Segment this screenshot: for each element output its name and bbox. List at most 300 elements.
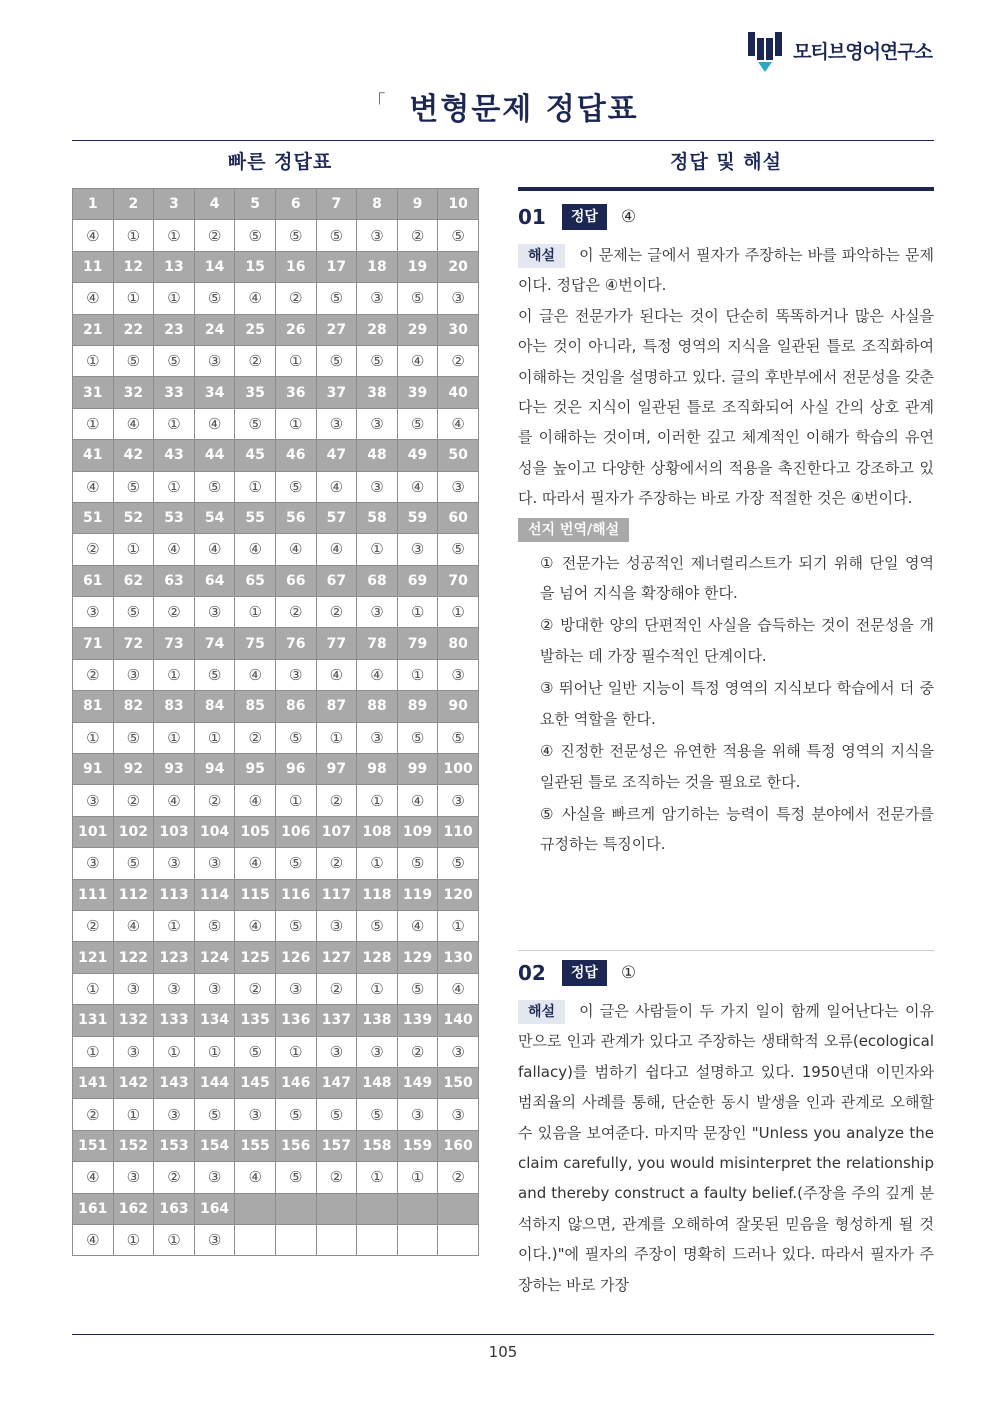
question-number-cell: 158 [357, 1130, 398, 1161]
answer-cell: ③ [357, 722, 398, 753]
question-number-cell: 93 [154, 754, 195, 785]
answer-cell: ⑤ [194, 659, 235, 690]
answer-cell: ⑤ [235, 1036, 276, 1067]
answer-value: ① [620, 962, 637, 983]
question-number-row [73, 1193, 479, 1224]
answer-cell: ⑤ [316, 345, 357, 376]
answer-cell: ④ [194, 534, 235, 565]
answer-cell: ④ [73, 1224, 114, 1255]
explanation-text: 이 문제는 글에서 필자가 주장하는 바를 파악하는 문제이다. 정답은 ④번이다. [518, 246, 934, 295]
option-4: ④ 진정한 전문성은 유연한 적용을 위해 특정 영역의 지식을 일관된 틀로 조직하는 것을 필요로 한다. [540, 742, 934, 791]
question-number-cell: 26 [275, 314, 316, 345]
answer-row [73, 1099, 479, 1130]
answer-cell: ③ [316, 408, 357, 439]
question-number-cell: 103 [154, 816, 195, 847]
question-number-cell: 94 [194, 754, 235, 785]
answer-row [73, 659, 479, 690]
question-number-cell: 112 [113, 879, 154, 910]
question-number-cell: 54 [194, 502, 235, 533]
question-number-cell: 65 [235, 565, 276, 596]
question-number-cell: 61 [73, 565, 114, 596]
question-number-cell: 100 [438, 754, 479, 785]
answer-cell: ⑤ [357, 910, 398, 941]
answer-cell: ① [194, 1036, 235, 1067]
header-divider [72, 140, 934, 141]
answer-cell: ⑤ [438, 848, 479, 879]
answer-cell: ⑤ [275, 471, 316, 502]
answer-cell: ① [235, 597, 276, 628]
question-number-row [73, 628, 479, 659]
question-number-cell: 141 [73, 1067, 114, 1098]
question-number-row [73, 377, 479, 408]
answer-cell [316, 1224, 357, 1255]
answer-cell: ② [73, 910, 114, 941]
answer-cell: ② [194, 220, 235, 251]
question-number-cell: 110 [438, 816, 479, 847]
question-number-cell [316, 1193, 357, 1224]
page-number: 105 [488, 1343, 518, 1361]
answer-cell: ② [235, 345, 276, 376]
question-number-cell: 146 [275, 1067, 316, 1098]
question-number-cell: 2 [113, 189, 154, 220]
answer-cell: ① [73, 973, 114, 1004]
answer-cell: ④ [73, 471, 114, 502]
answer-cell: ③ [438, 471, 479, 502]
answer-cell: ⑤ [275, 1099, 316, 1130]
question-number-cell: 5 [235, 189, 276, 220]
answer-cell: ④ [154, 534, 195, 565]
question-number-cell: 148 [357, 1067, 398, 1098]
answer-cell: ① [73, 408, 114, 439]
answer-cell: ② [397, 1036, 438, 1067]
question-number-cell: 1 [73, 189, 114, 220]
question-number-cell: 14 [194, 251, 235, 282]
question-number-row [73, 251, 479, 282]
explanation-tag: 해설 [518, 244, 565, 268]
question-number-cell: 139 [397, 1005, 438, 1036]
answer-cell [397, 1224, 438, 1255]
answer-cell: ③ [154, 1099, 195, 1130]
answer-cell: ⑤ [113, 722, 154, 753]
question-number-cell: 39 [397, 377, 438, 408]
question-number-cell: 136 [275, 1005, 316, 1036]
question-number-cell: 69 [397, 565, 438, 596]
question-number-cell: 57 [316, 502, 357, 533]
answer-cell: ⑤ [275, 848, 316, 879]
question-number-cell: 87 [316, 691, 357, 722]
question-number-cell: 83 [154, 691, 195, 722]
question-number-cell: 133 [154, 1005, 195, 1036]
question-number-cell: 142 [113, 1067, 154, 1098]
question-number-cell: 12 [113, 251, 154, 282]
answer-cell: ④ [73, 283, 114, 314]
answer-cell: ① [194, 722, 235, 753]
quick-answer-heading: 빠른 정답표 [227, 151, 333, 173]
title-bracket: 「 [367, 92, 388, 113]
answer-cell: ① [438, 597, 479, 628]
answer-cell: ③ [397, 534, 438, 565]
brand-logo [747, 28, 932, 72]
answer-cell: ⑤ [397, 283, 438, 314]
answer-cell: ② [235, 973, 276, 1004]
answer-cell: ④ [316, 471, 357, 502]
answer-cell: ① [357, 973, 398, 1004]
answer-cell: ④ [316, 534, 357, 565]
question-number-cell: 118 [357, 879, 398, 910]
question-number-cell: 127 [316, 942, 357, 973]
question-01-block [518, 200, 934, 862]
answer-cell: ④ [113, 910, 154, 941]
answer-cell: ① [275, 785, 316, 816]
question-number-cell: 90 [438, 691, 479, 722]
question-number-cell: 164 [194, 1193, 235, 1224]
question-number-cell: 86 [275, 691, 316, 722]
answer-row [73, 220, 479, 251]
answer-cell: ① [154, 910, 195, 941]
question-number-cell: 150 [438, 1067, 479, 1098]
question-number-cell: 102 [113, 816, 154, 847]
question-number-cell: 62 [113, 565, 154, 596]
question-number-row [73, 502, 479, 533]
question-number-cell: 132 [113, 1005, 154, 1036]
answer-cell [275, 1224, 316, 1255]
question-number-cell: 55 [235, 502, 276, 533]
question-number-cell: 42 [113, 440, 154, 471]
answer-cell: ① [397, 659, 438, 690]
answer-cell: ③ [194, 973, 235, 1004]
answer-cell: ④ [235, 1162, 276, 1193]
question-number-cell: 99 [397, 754, 438, 785]
question-number-cell: 91 [73, 754, 114, 785]
page-title [0, 84, 1006, 128]
explanation-body: 이 글은 전문가가 된다는 것이 단순히 똑똑하거나 많은 사실을 아는 것이 아니라, 특정 영역의 지식을 일관된 틀로 조직화하여 이해하는 것임을 설명하고 있다. 글의 후반부에서 전문성을 갖춘다는 것은 지식이 일관된 틀로 조직화되어 사실 간의 상호 관계를 이해하는 것이며, 이러한 깊고 체계적인 이해가 학습의 유연성을 높이고 다양한 상황에서의 적용을 촉진한다고 강조하고 있다. 따라서 필자가 주장하는 바로 가장 적절한 것은 ④번이다. [518, 306, 934, 508]
answer-row [73, 722, 479, 753]
question-01-header [518, 200, 934, 234]
answer-cell: ① [113, 1224, 154, 1255]
answer-cell: ③ [357, 220, 398, 251]
question-number-row [73, 314, 479, 345]
question-number-cell: 8 [357, 189, 398, 220]
motive-logo-icon [747, 28, 783, 72]
question-number-cell: 131 [73, 1005, 114, 1036]
answer-cell [438, 1224, 479, 1255]
question-number-row [73, 942, 479, 973]
question-number-cell: 20 [438, 251, 479, 282]
question-number-cell: 30 [438, 314, 479, 345]
question-number-cell: 111 [73, 879, 114, 910]
answer-cell: ③ [275, 659, 316, 690]
answer-cell: ④ [438, 408, 479, 439]
answer-cell: ③ [194, 597, 235, 628]
question-number-cell: 122 [113, 942, 154, 973]
question-number-cell: 71 [73, 628, 114, 659]
question-number-row [73, 565, 479, 596]
question-number-cell: 64 [194, 565, 235, 596]
answer-cell: ⑤ [113, 471, 154, 502]
question-number-cell: 113 [154, 879, 195, 910]
answer-cell: ⑤ [397, 408, 438, 439]
question-number-row [73, 189, 479, 220]
question-number-row [73, 691, 479, 722]
question-number-cell: 119 [397, 879, 438, 910]
answer-cell: ① [154, 283, 195, 314]
question-number-cell: 47 [316, 440, 357, 471]
answer-cell: ② [73, 659, 114, 690]
question-number-cell: 74 [194, 628, 235, 659]
question-number-cell: 160 [438, 1130, 479, 1161]
answer-cell: ③ [113, 1162, 154, 1193]
answer-cell: ① [154, 1224, 195, 1255]
answer-cell: ⑤ [113, 848, 154, 879]
answer-cell: ① [275, 1036, 316, 1067]
question-number-row [73, 1130, 479, 1161]
question-number-cell: 128 [357, 942, 398, 973]
answer-cell: ① [357, 848, 398, 879]
answer-cell: ⑤ [438, 534, 479, 565]
answer-cell: ⑤ [438, 722, 479, 753]
question-number-cell: 151 [73, 1130, 114, 1161]
question-number-cell [235, 1193, 276, 1224]
question-number-cell: 63 [154, 565, 195, 596]
answer-cell: ④ [194, 408, 235, 439]
question-number-cell [397, 1193, 438, 1224]
explanation-text: 이 글은 사람들이 두 가지 일이 함께 일어난다는 이유만으로 인과 관계가 있다고 주장하는 생태학적 오류(ecological fallacy)를 범하기 쉽다고 설명하고 있다. 1950년대 이민자와 범죄율의 사례를 통해, 단순한 동시 발생을 인과 관계로 오해할 수 있음을 보여준다. 마지막 문장인 "Unless you analyze the claim carefully, you would misinterpret the relationship and thereby construct a faulty belief.(주장을 주의 깊게 분석하지 않으면, 관계를 오해하여 잘못된 믿음을 형성하게 될 것이다.)"에 필자의 주장이 명확히 드러나 있다. 따라서 필자가 주장하는 바로 가장 [518, 1002, 934, 1294]
question-number-cell: 67 [316, 565, 357, 596]
answer-cell: ⑤ [113, 597, 154, 628]
question-number-cell: 137 [316, 1005, 357, 1036]
answer-cell: ③ [275, 973, 316, 1004]
answer-cell: ④ [316, 659, 357, 690]
question-number-cell: 4 [194, 189, 235, 220]
question-number-cell: 143 [154, 1067, 195, 1098]
question-number-row [73, 879, 479, 910]
answer-cell [235, 1224, 276, 1255]
answer-cell: ③ [316, 1036, 357, 1067]
question-number-cell: 41 [73, 440, 114, 471]
question-number-cell: 19 [397, 251, 438, 282]
answer-cell: ② [275, 283, 316, 314]
question-number-cell: 155 [235, 1130, 276, 1161]
question-number-cell: 36 [275, 377, 316, 408]
footer-divider [72, 1334, 934, 1335]
answer-cell: ④ [357, 659, 398, 690]
question-number-cell: 13 [154, 251, 195, 282]
question-number-cell: 43 [154, 440, 195, 471]
answer-cell: ③ [73, 597, 114, 628]
question-number-cell: 44 [194, 440, 235, 471]
answer-cell: ⑤ [316, 220, 357, 251]
answer-cell: ① [154, 722, 195, 753]
answer-cell: ② [154, 597, 195, 628]
question-number-cell: 15 [235, 251, 276, 282]
question-number-cell: 114 [194, 879, 235, 910]
answer-row [73, 534, 479, 565]
question-number-cell: 107 [316, 816, 357, 847]
answer-cell: ① [235, 471, 276, 502]
question-number-cell: 138 [357, 1005, 398, 1036]
answer-cell: ② [438, 345, 479, 376]
answer-cell: ② [397, 220, 438, 251]
answer-cell: ③ [194, 848, 235, 879]
question-number-cell: 53 [154, 502, 195, 533]
answer-cell: ④ [397, 471, 438, 502]
question-number-cell: 85 [235, 691, 276, 722]
question-02-block [518, 956, 934, 1300]
question-number-cell: 101 [73, 816, 114, 847]
question-number-cell: 28 [357, 314, 398, 345]
question-number-cell: 10 [438, 189, 479, 220]
answer-cell: ④ [113, 408, 154, 439]
question-number-cell [357, 1193, 398, 1224]
answer-cell: ① [275, 345, 316, 376]
question-number-cell [438, 1193, 479, 1224]
answer-cell: ② [316, 848, 357, 879]
answer-cell [357, 1224, 398, 1255]
answer-cell: ⑤ [438, 220, 479, 251]
question-number-cell: 108 [357, 816, 398, 847]
question-number-cell: 81 [73, 691, 114, 722]
question-number-cell: 159 [397, 1130, 438, 1161]
question-number-cell: 73 [154, 628, 195, 659]
answer-cell: ⑤ [154, 345, 195, 376]
answer-cell: ⑤ [357, 345, 398, 376]
answer-cell: ② [73, 1099, 114, 1130]
question-number-cell: 106 [275, 816, 316, 847]
answer-cell: ⑤ [194, 471, 235, 502]
question-number-cell: 52 [113, 502, 154, 533]
answer-cell: ① [154, 220, 195, 251]
question-number-cell: 59 [397, 502, 438, 533]
question-number-cell: 60 [438, 502, 479, 533]
answer-cell: ① [357, 785, 398, 816]
question-number-cell: 153 [154, 1130, 195, 1161]
question-number-cell: 124 [194, 942, 235, 973]
question-number-cell: 22 [113, 314, 154, 345]
question-number-cell: 134 [194, 1005, 235, 1036]
explanation-paragraph [518, 996, 934, 1300]
answer-row [73, 848, 479, 879]
question-number-cell: 152 [113, 1130, 154, 1161]
answer-cell: ⑤ [275, 722, 316, 753]
question-number-cell: 50 [438, 440, 479, 471]
question-number-cell: 7 [316, 189, 357, 220]
answer-cell: ③ [73, 785, 114, 816]
answer-cell: ③ [357, 283, 398, 314]
answer-cell: ③ [235, 1099, 276, 1130]
answer-row [73, 785, 479, 816]
question-number-cell: 24 [194, 314, 235, 345]
question-number-cell: 95 [235, 754, 276, 785]
answer-cell: ⑤ [275, 910, 316, 941]
question-number-cell: 79 [397, 628, 438, 659]
answer-explanation-heading: 정답 및 해설 [670, 151, 782, 173]
question-number-cell: 109 [397, 816, 438, 847]
answer-cell: ③ [154, 973, 195, 1004]
answer-cell: ② [438, 1162, 479, 1193]
question-number-cell: 161 [73, 1193, 114, 1224]
answer-cell: ① [275, 408, 316, 439]
answer-cell: ① [357, 534, 398, 565]
question-number-cell: 80 [438, 628, 479, 659]
question-number-cell: 33 [154, 377, 195, 408]
question-number-cell: 162 [113, 1193, 154, 1224]
question-number: 01 [518, 204, 546, 229]
answer-cell: ① [154, 659, 195, 690]
answer-cell: ③ [194, 1162, 235, 1193]
quick-answer-table [72, 188, 479, 1256]
answer-cell: ① [113, 534, 154, 565]
question-number-cell: 96 [275, 754, 316, 785]
question-number-cell: 56 [275, 502, 316, 533]
answer-cell: ⑤ [397, 848, 438, 879]
answer-cell: ② [316, 1162, 357, 1193]
question-number-cell: 76 [275, 628, 316, 659]
question-number-cell: 37 [316, 377, 357, 408]
answer-cell: ⑤ [275, 220, 316, 251]
question-number-cell: 89 [397, 691, 438, 722]
answer-row [73, 1224, 479, 1255]
answer-cell: ③ [194, 1224, 235, 1255]
answer-cell: ③ [438, 785, 479, 816]
question-number-cell: 149 [397, 1067, 438, 1098]
answer-cell: ② [316, 785, 357, 816]
answer-row [73, 910, 479, 941]
answer-cell: ③ [316, 910, 357, 941]
answer-cell: ⑤ [194, 910, 235, 941]
answer-cell: ⑤ [357, 1099, 398, 1130]
answer-row [73, 471, 479, 502]
answer-badge: 정답 [562, 960, 607, 986]
answer-cell: ③ [357, 408, 398, 439]
answer-cell: ① [438, 910, 479, 941]
answer-cell: ③ [397, 1099, 438, 1130]
question-number: 02 [518, 960, 546, 985]
answer-row [73, 408, 479, 439]
question-number-cell: 88 [357, 691, 398, 722]
question-separator [518, 950, 934, 951]
question-number-cell: 3 [154, 189, 195, 220]
answer-cell: ② [154, 1162, 195, 1193]
answer-cell: ③ [357, 1036, 398, 1067]
answer-cell: ① [113, 1099, 154, 1130]
question-number-cell: 29 [397, 314, 438, 345]
answer-row [73, 973, 479, 1004]
answer-cell: ④ [235, 848, 276, 879]
question-number-cell: 78 [357, 628, 398, 659]
answer-cell: ① [73, 1036, 114, 1067]
answer-cell: ⑤ [397, 973, 438, 1004]
answer-cell: ① [154, 1036, 195, 1067]
question-number-cell: 98 [357, 754, 398, 785]
question-number-cell: 104 [194, 816, 235, 847]
answer-cell: ① [73, 722, 114, 753]
question-number-cell: 25 [235, 314, 276, 345]
answer-cell: ④ [397, 345, 438, 376]
question-number-cell: 38 [357, 377, 398, 408]
answer-cell: ① [397, 1162, 438, 1193]
question-number-row [73, 1067, 479, 1098]
answer-cell: ⑤ [316, 1099, 357, 1130]
question-number-cell: 11 [73, 251, 114, 282]
answer-cell: ⑤ [194, 283, 235, 314]
answer-cell: ③ [438, 659, 479, 690]
question-number-cell: 40 [438, 377, 479, 408]
question-number-cell: 117 [316, 879, 357, 910]
question-number-cell: 75 [235, 628, 276, 659]
answer-cell: ④ [235, 283, 276, 314]
option-5: ⑤ 사실을 빠르게 암기하는 능력이 특정 분야에서 전문가를 규정하는 특징이다. [540, 804, 934, 854]
question-number-cell: 45 [235, 440, 276, 471]
